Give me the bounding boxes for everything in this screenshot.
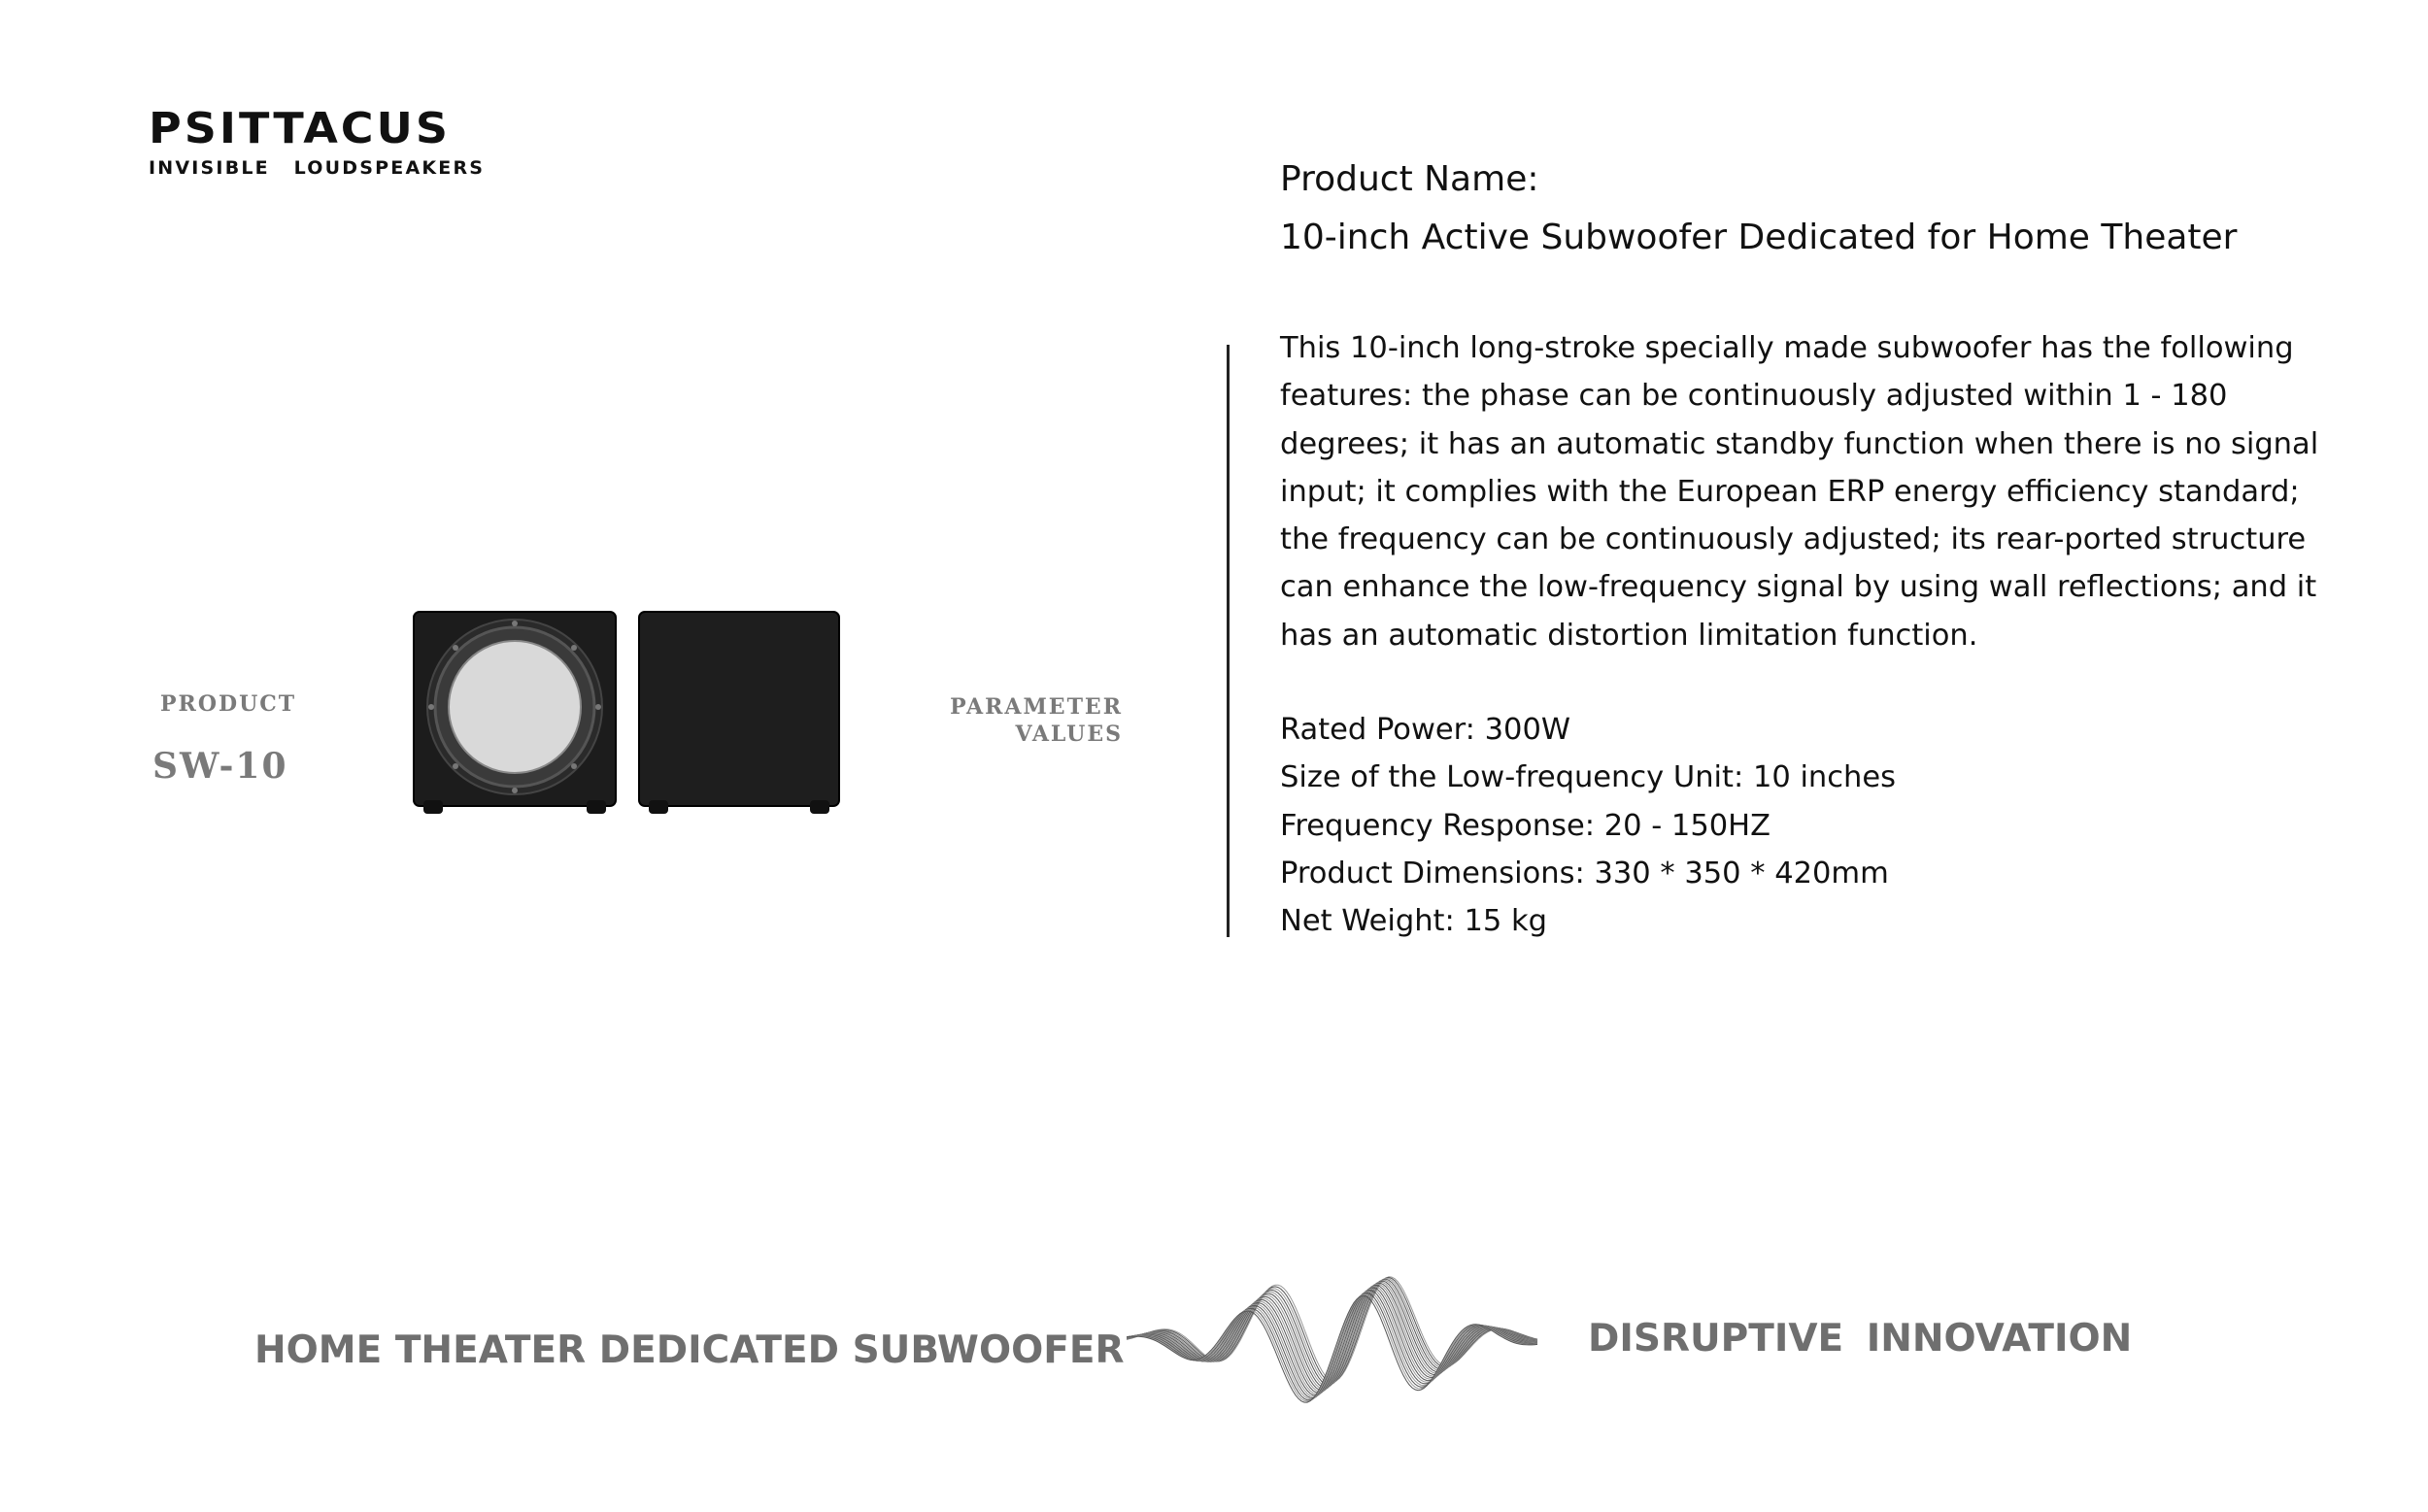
spec-rated-power: Rated Power: 300W	[1280, 713, 1571, 747]
spec-frequency-response: Frequency Response: 20 - 150HZ	[1280, 808, 1770, 843]
subwoofer-product-images	[408, 602, 845, 825]
spec-net-weight: Net Weight: 15 kg	[1280, 904, 1547, 939]
wave-strand	[1127, 1295, 1537, 1402]
footer-slogan-left: HOME THEATER DEDICATED SUBWOOFER	[254, 1328, 1125, 1372]
parameter-label-line2: VALUES	[1015, 722, 1123, 747]
parameter-label-line1: PARAMETER	[950, 694, 1123, 720]
spec-unit-size: Size of the Low-frequency Unit: 10 inches	[1280, 760, 1897, 795]
spec-list	[1280, 706, 1896, 945]
vertical-divider	[1227, 345, 1230, 937]
footer-slogan-right: DISRUPTIVE INNOVATION	[1588, 1317, 2133, 1361]
product-caption: PRODUCT	[160, 691, 297, 717]
product-name-value: 10-inch Active Subwoofer Dedicated for Home Theater	[1280, 218, 2238, 257]
subwoofer-side-view	[639, 612, 839, 814]
product-description: This 10-inch long-stroke specially made subwoofer has the following features: the phase can be continuously adjusted within 1 - 180 degrees; it has an automatic standby function when there is no signal input; it complies with the European ERP energy efficiency standard; the frequency can be continuously adjusted; its rear-ported structure can enhance the low-frequency signal by using wall reflections; and it has an automatic distortion limitation function.	[1280, 331, 2319, 653]
product-model: SW-10	[152, 746, 288, 787]
brand-logo-name: PSITTACUS	[149, 103, 452, 153]
subwoofer-front-view	[414, 612, 616, 814]
parameter-values-label	[932, 693, 1123, 748]
brand-logo-tagline: INVISIBLE LOUDSPEAKERS	[149, 157, 486, 179]
spec-dimensions: Product Dimensions: 330 * 350 * 420mm	[1280, 856, 1889, 890]
product-name-heading: Product Name:	[1280, 159, 1539, 199]
sound-wave-graphic	[1127, 1233, 1539, 1432]
